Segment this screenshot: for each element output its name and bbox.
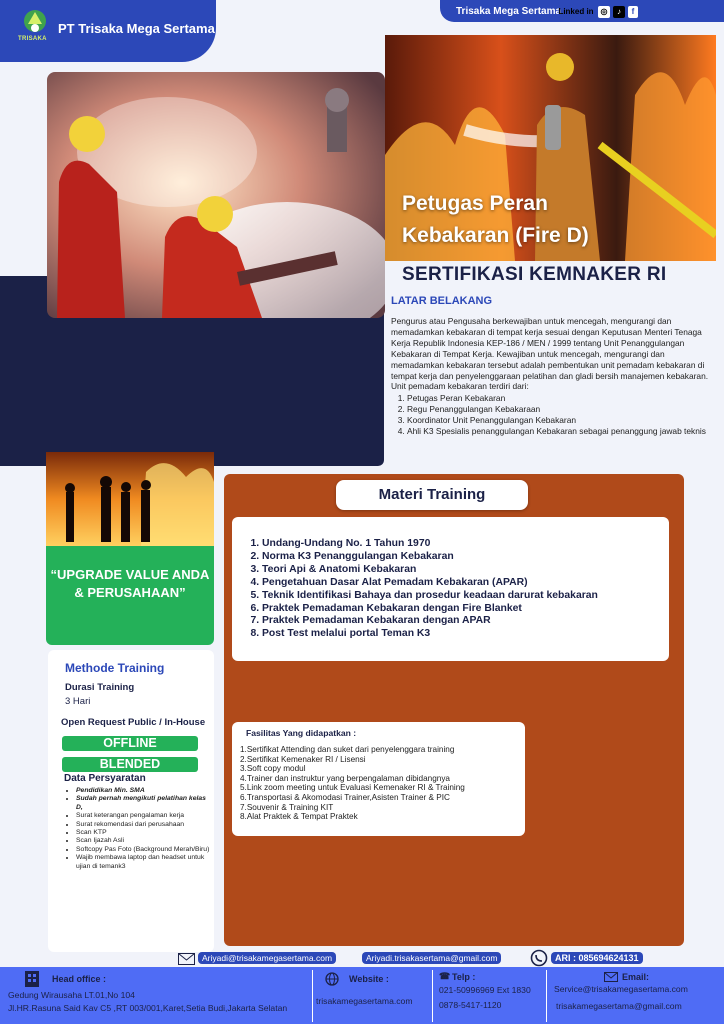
materi-list bbox=[250, 538, 598, 641]
course-title-line2: Kebakaran (Fire D) bbox=[402, 224, 589, 247]
website-label: Website : bbox=[349, 974, 389, 984]
list-item: 5. Teknik Identifikasi Bahaya dan prosedur keadaan darurat kebakaran bbox=[262, 590, 598, 603]
list-item: • Surat rekomendasi dari perusahaan bbox=[76, 821, 214, 829]
duration-label: Durasi Training bbox=[65, 682, 135, 693]
telp-label: Telp : bbox=[452, 972, 476, 982]
list-item: 2. Norma K3 Penanggulangan Kebakaran bbox=[262, 551, 598, 564]
building-icon bbox=[24, 970, 40, 988]
list-item: 5.Link zoom meeting untuk Evaluasi Kemenaker RI & Training bbox=[240, 783, 465, 793]
linkedin-icon[interactable]: Linked in bbox=[558, 7, 594, 16]
list-item: 4. Pengetahuan Dasar Alat Pemadam Kebakaran (APAR) bbox=[262, 577, 598, 590]
requirements-list bbox=[64, 787, 214, 871]
list-item: 1. Petugas Peran Kebakaran bbox=[407, 393, 715, 404]
mode-offline-badge: OFFLINE bbox=[62, 736, 198, 751]
list-item: 2. Regu Penanggulangan Kebakaraan bbox=[407, 404, 715, 415]
whatsapp-icon bbox=[530, 949, 548, 967]
requirements-title: Data Persyaratan bbox=[64, 773, 146, 784]
telp-2[interactable]: 0878-5417-1120 bbox=[439, 1000, 502, 1010]
contact-email-2[interactable]: Ariyadi.trisakasertama@gmail.com bbox=[362, 952, 501, 964]
footer-email-1[interactable]: Service@trisakamegasertama.com bbox=[554, 984, 688, 994]
slogan: “UPGRADE VALUE ANDA & PERUSAHAAN” bbox=[50, 567, 210, 600]
duration-value: 3 Hari bbox=[65, 696, 91, 707]
list-item: • Wajib membawa laptop dan headset untuk ujian di temank3 bbox=[76, 854, 214, 871]
list-item: 3. Koordinator Unit Penanggulangan Kebakaran bbox=[407, 415, 715, 426]
list-item: • Pendidikan Min. SMA bbox=[76, 787, 214, 795]
phone-icon: ☎ bbox=[439, 971, 451, 981]
company-name: PT Trisaka Mega Sertama bbox=[58, 21, 215, 36]
background-heading: LATAR BELAKANG bbox=[391, 295, 493, 307]
list-item: 4.Trainer dan instruktur yang berpengalaman dibidangnya bbox=[240, 773, 450, 783]
whatsapp-number[interactable]: ARI : 085694624131 bbox=[551, 952, 643, 964]
footer-email-2[interactable]: trisakamegasertama@gmail.com bbox=[556, 1001, 682, 1011]
open-request-label: Open Request Public / In-House bbox=[61, 717, 206, 728]
method-title: Methode Training bbox=[65, 661, 165, 675]
list-item: 1.Sertifikat Attending dan suket dari penyelenggara training bbox=[240, 745, 455, 754]
list-item: 6.Transportasi & Akomodasi Trainer,Asisten Trainer & PIC bbox=[240, 792, 450, 802]
footer-divider bbox=[432, 970, 433, 1022]
fire-unit-list bbox=[397, 393, 715, 437]
mail-icon bbox=[178, 953, 195, 965]
list-item: 8. Post Test melalui portal Teman K3 bbox=[262, 628, 598, 641]
website-link[interactable]: trisakamegasertama.com bbox=[316, 996, 413, 1006]
background-paragraph: Pengurus atau Pengusaha berkewajiban untuk mencegah, mengurangi dan memadamkan kebakaran di tempat kerja sesuai dengan Keputusan Menteri Tenaga Kerja Republik Indonesia KEP-186 / MEN / 1999 tentang Unit Penanggulangan Kebakaran di Tempat Kerja. Kewajiban untuk mencegah, mengurangi dan memadamkan kebakaran tersebut adalah pembentukan unit pemadam kebakaran di tempat kerja dan penyelenggaraan pelatihan dan gladi bersih manajemen kebakaran. Unit pemadam kebakaran terdiri dari: bbox=[391, 316, 709, 392]
list-item: • Sudah pernah mengikuti pelatihan kelas D, bbox=[76, 795, 214, 812]
list-item: • Surat keterangan pengalaman kerja bbox=[76, 812, 214, 820]
list-item: 2.Sertifikat Kemenaker RI / Lisensi bbox=[240, 754, 366, 764]
mode-blended-badge: BLENDED bbox=[62, 757, 198, 772]
list-item: 4. Ahli K3 Spesialis penanggulangan Kebakaran sebagai penanggung jawab teknis bbox=[407, 426, 715, 437]
materi-title: Materi Training bbox=[336, 480, 528, 510]
course-title bbox=[402, 188, 589, 252]
firefighters-hose-photo bbox=[47, 72, 385, 318]
list-item: 6. Praktek Pemadaman Kebakaran dengan Fire Blanket bbox=[262, 603, 598, 616]
address-line1: Gedung Wirausaha LT.01,No 104 bbox=[8, 990, 135, 1000]
firefighter-silhouettes-photo bbox=[46, 452, 214, 546]
head-office-label: Head office : bbox=[52, 974, 107, 984]
list-item: 3. Teori Api & Anatomi Kebakaran bbox=[262, 564, 598, 577]
list-item: 7.Souvenir & Training KIT bbox=[240, 802, 334, 812]
email-icon bbox=[604, 972, 618, 982]
certification-heading: SERTIFIKASI KEMNAKER RI bbox=[402, 264, 667, 285]
tiktok-icon[interactable]: ♪ bbox=[613, 6, 625, 18]
telp-1[interactable]: 021-50996969 Ext 1830 bbox=[439, 985, 531, 995]
globe-icon bbox=[325, 972, 339, 986]
list-item: 8.Alat Praktek & Tempat Praktek bbox=[240, 812, 358, 822]
social-name: Trisaka Mega Sertama bbox=[456, 6, 562, 17]
instagram-icon[interactable]: ◎ bbox=[598, 6, 610, 18]
course-title-line1: Petugas Peran bbox=[402, 192, 548, 215]
list-item: • Scan Ijazah Asli bbox=[76, 837, 214, 845]
list-item: 7. Praktek Pemadaman Kebakaran dengan APAR bbox=[262, 615, 598, 628]
footer-divider bbox=[546, 970, 547, 1022]
logo-text: TRISAKA bbox=[18, 36, 47, 42]
facebook-icon[interactable]: f bbox=[628, 6, 638, 18]
facilities-list bbox=[240, 745, 465, 822]
address-line2: Jl.HR.Rasuna Said Kav C5 ,RT 003/001,Karet,Setia Budi,Jakarta Selatan bbox=[8, 1003, 288, 1013]
list-item: 3.Soft copy modul bbox=[240, 764, 306, 774]
contact-email-1[interactable]: Ariyadi@trisakamegasertama.com bbox=[198, 952, 336, 964]
list-item: • Scan KTP bbox=[76, 829, 214, 837]
facilities-title: Fasilitas Yang didapatkan : bbox=[246, 728, 357, 738]
footer-divider bbox=[312, 970, 313, 1022]
email-label: Email: bbox=[622, 972, 650, 982]
list-item: • Softcopy Pas Foto (Background Merah/Biru) bbox=[76, 846, 214, 854]
list-item: 1. Undang-Undang No. 1 Tahun 1970 bbox=[262, 538, 598, 551]
